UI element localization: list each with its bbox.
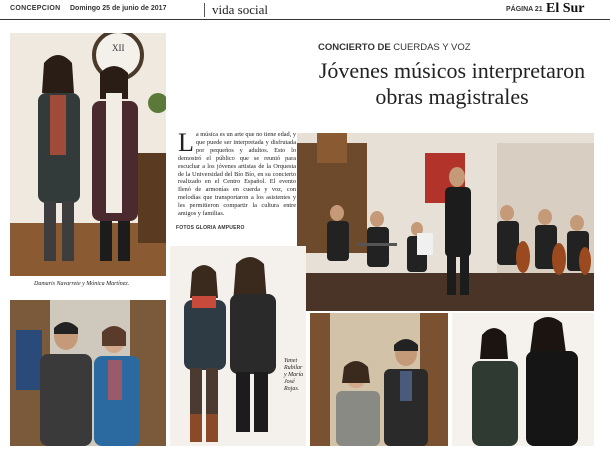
header-page: PÁGINA 21 [506, 6, 543, 13]
header-date: Domingo 25 de junio de 2017 [70, 5, 167, 12]
page-header [0, 0, 610, 20]
article-body-text: a música es un arte que no tiene edad, y que puede ser interpretada y disfrutada por pequeños y adultos. Esto lo demostró el público que se reunió para escuchar a los jóvenes artistas de la Orquesta de la Universidad del Bío Bío, en su concierto realizado en el Centro Español. El evento Ilenó de armonías en cuerda y voz, con melodías que transportaron a los asistentes y les permitieron compartir la cultura entre amigos y familias. [178, 131, 296, 218]
header-rule [0, 19, 610, 20]
photo-credit: FOTOS GLORIA AMPUERO [176, 225, 245, 231]
photo-couple-center [310, 313, 448, 446]
photo-two-women-right [452, 313, 594, 446]
svg-text:XII: XII [112, 43, 125, 53]
caption-photo1: Damaris Navarrete y Mónica Martínez. [34, 281, 130, 287]
header-brand-logo: El Sur [546, 1, 585, 16]
caption-photo4: Yanet Rubilar y María José Rojas. [284, 358, 304, 392]
photo-yanet-maria [170, 246, 306, 446]
header-section: vida social [212, 2, 268, 17]
article-headline: Jóvenes músicos interpretaron obras magistrales [318, 58, 586, 109]
photo-orchestra [297, 133, 594, 311]
header-divider [204, 3, 205, 17]
drop-cap: L [178, 128, 194, 157]
photo-couple-left [10, 300, 166, 446]
article-body [178, 128, 296, 218]
header-city: CONCEPCION [10, 5, 61, 12]
article-kicker: CONCIERTO DE CUERDAS Y VOZ [318, 42, 471, 53]
photo-damaris-monica [10, 33, 166, 276]
